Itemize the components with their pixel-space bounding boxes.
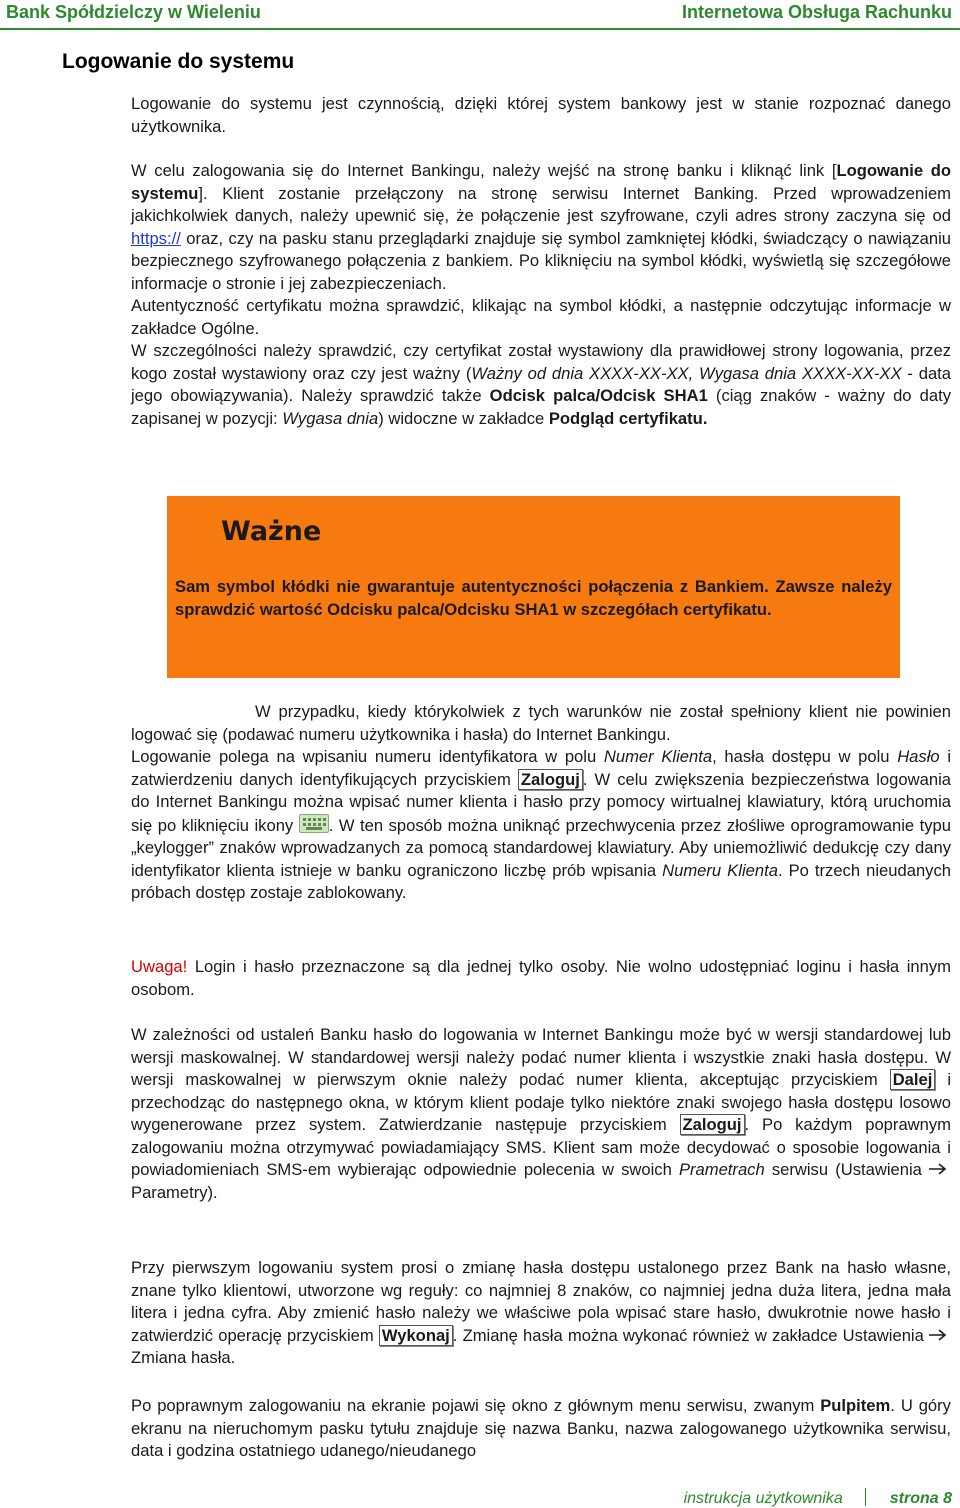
- virtual-keyboard-icon: [299, 814, 329, 833]
- wykonaj-button-label: Wykonaj: [379, 1325, 453, 1346]
- warning-paragraph: Uwaga! Login i hasło przeznaczone są dla jednej tylko osoby. Nie wolno udostępniać loginu i hasła innym osobom.: [131, 957, 951, 999]
- intro-paragraph: Logowanie do systemu jest czynnością, dzięki której system bankowy jest w stanie rozpoznać danego użytkownika.: [131, 94, 951, 136]
- page-footer: [684, 1488, 952, 1508]
- important-notice-box: [167, 496, 900, 678]
- login-link-label: Logowanie do systemu: [131, 161, 951, 203]
- login-paragraph: W celu zalogowania się do Internet Bankingu, należy wejść na stronę banku i kliknąć link [Logowanie do systemu]. Klient zostanie przełączony na stronę serwisu Internet Banking. Przed wprowadzeniem jakichkolwiek danych, należy upewnić się, że połączenie jest szyfrowane, czyli adres strony zaczyna się od https:// oraz, czy na pasku stanu przeglądarki znajduje się symbol zamkniętej kłódki, świadczący o nawiązaniu bezpiecznego szyfrowanego połączenia z bankiem. Po kliknięciu na symbol kłódki, wyświetlą się szczegółowe informacje o stronie i jej zabezpieczeniach. Autentyczność certyfikatu można sprawdzić, klikając na symbol kłódki, a następnie odczytując informacje w zakładce Ogólne. W szczególności należy sprawdzić, czy certyfikat został wystawiony dla prawidłowej strony logowania, przez kogo został wystawiony oraz czy jest ważny (Ważny od dnia XXXX-XX-XX, Wygasa dnia XXXX-XX-XX - data jego obowiązywania). Należy sprawdzić także Odcisk palca/Odcisk SHA1 (ciąg znaków - ważny do daty zapisanej w pozycji: Wygasa dnia) widoczne w zakładce Podgląd certyfikatu.: [131, 161, 952, 428]
- warning-label: Uwaga!: [131, 957, 188, 976]
- bank-name: Bank Spółdzielczy w Wieleniu: [6, 2, 261, 22]
- zaloguj-button-label: Zaloguj: [518, 769, 583, 790]
- section-title: Logowanie do systemu: [62, 50, 295, 73]
- service-name: Internetowa Obsługa Rachunku: [681, 2, 952, 22]
- first-login-paragraph: Przy pierwszym logowaniu system prosi o zmianę hasła dostępu ustalonego przez Bank na hasło własne, znane tylko klientowi, utworzone wg reguły: co najmniej 8 znaków, co najmniej jedna duża litera, jedna mała litera i jedna cyfra. Aby zmienić hasło należy we właściwe pola wpisać stare hasło, dwukrotnie nowe hasło i zatwierdzić operację przyciskiem Wykonaj . Zmianę hasła można wykonać również w zakładce Ustawienia Zmiana hasła.: [131, 1258, 951, 1367]
- desktop-paragraph: Po poprawnym zalogowaniu na ekranie pojawi się okno z głównym menu serwisu, zwanym Pulpitem. U góry ekranu na nieruchomym pasku tytułu znajduje się nazwa Banku, nazwa zalogowanego użytkownika serwisu, data i godzina ostatniego udanego/nieudanego: [131, 1396, 951, 1460]
- footer-separator: [865, 1488, 866, 1506]
- https-link[interactable]: https://: [131, 228, 181, 248]
- footer-manual-label: instrukcja użytkownika: [683, 1490, 843, 1507]
- page-number: strona 8: [889, 1490, 952, 1507]
- conditions-paragraph: W przypadku, kiedy którykolwiek z tych warunków nie został spełniony klient nie powinien logować się (podawać numeru użytkownika i hasła) do Internet Bankingu. Logowanie polega na wpisaniu numeru identyfikatora w polu Numer Klienta, hasła dostępu w polu Hasło i zatwierdzeniu danych identyfikujących przyciskiem Zaloguj . W celu zwiększenia bezpieczeństwa logowania do Internet Bankingu można wpisać numer klienta i hasło przy pomocy wirtualnej klawiatury, którą uruchomia się po kliknięciu ikony . W ten sposób można uniknąć przechwycenia przez złośliwe oprogramowanie typu „keylogger” znaków wprowadzanych za pomocą standardowej klawiatury. Aby uniemożliwić dedukcję czy dany identyfikator klienta istnieje w banku ograniczono liczbę prób wpisania Numeru Klienta. Po trzech nieudanych próbach dostęp zostaje zablokowany.: [131, 702, 952, 902]
- header-divider: [0, 28, 960, 30]
- password-versions-paragraph: W zależności od ustaleń Banku hasło do logowania w Internet Bankingu może być w wersji standardowej lub wersji maskowalnej. W standardowej wersji należy podać numer klienta i wszystkie znaki hasła dostępu. W wersji maskowalnej w pierwszym oknie należy podać numer klienta, akceptując przyciskiem Dalej i przechodząc do następnego okna, w którym klient podaje tylko niektóre znaki swojego hasła dostępu losowo wygenerowane przez system. Zatwierdzanie następuje przyciskiem Zaloguj . Po każdym poprawnym zalogowaniu można otrzymywać powiadamiający SMS. Klient sam może decydować o sposobie logowania i powiadomieniach SMS-em wybierając odpowiednie polecenia w swoich Prametrach serwisu (Ustawienia Parametry).: [131, 1025, 952, 1202]
- notice-title: Ważne: [221, 516, 322, 547]
- dalej-button-label: Dalej: [890, 1069, 936, 1090]
- notice-text: Sam symbol kłódki nie gwarantuje autentyczności połączenia z Bankiem. Zawsze należy sprawdzić wartość Odcisku palca/Odcisku SHA1 w szczegółach certyfikatu.: [175, 577, 892, 619]
- arrow-right-icon: [929, 1159, 951, 1182]
- page-header: [0, 0, 960, 28]
- zaloguj-button-label-2: Zaloguj: [680, 1114, 745, 1135]
- arrow-right-icon: [929, 1325, 951, 1348]
